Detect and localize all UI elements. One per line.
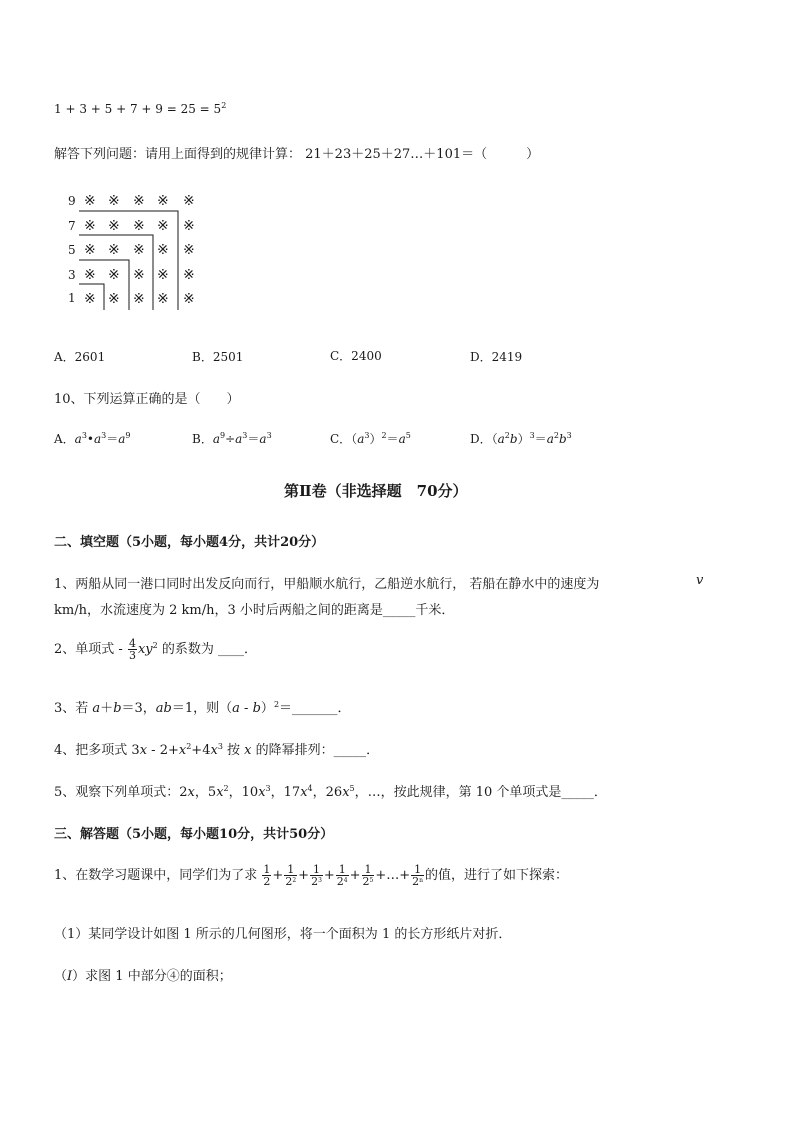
ellipsis: +…+ [375, 868, 411, 883]
section-title: 第Ⅱ卷（非选择题 70分） [284, 482, 468, 500]
numerator: 1 [287, 863, 295, 876]
q5-coef: 5 [207, 785, 217, 800]
exponent: 3 [101, 431, 107, 440]
fill-q2 [54, 638, 257, 661]
var-a: a [74, 432, 82, 446]
operator: ＝ [386, 432, 399, 446]
plus-sign: + [323, 868, 335, 883]
grid-cell: ※ [183, 193, 195, 209]
q3-eq1: ＝3， [121, 701, 156, 716]
odd-numbers-grid-figure [62, 188, 212, 318]
base: 2 [362, 875, 370, 888]
q4-mid2: +4 [191, 743, 211, 758]
option-label: C．（ [330, 432, 358, 446]
operator: - [239, 701, 253, 716]
fill-q1-text: 1、两船从同一港口同时出发反向而行，甲船顺水航行，乙船逆水航行， 若船在静水中的速度为 [54, 577, 600, 592]
grid-cell: ※ [157, 291, 169, 307]
q3-prefix: 3、若 [54, 701, 93, 716]
exponent: 2 [223, 784, 229, 793]
grid-cell: ※ [133, 218, 145, 234]
q2-prefix: 2、单项式 - [54, 642, 123, 657]
operator: ＝ [534, 432, 547, 446]
exponent: n [419, 877, 424, 884]
denominator [336, 875, 349, 887]
fill-section-heading: 二、填空题（5小题，每小题4分，共计20分） [54, 535, 325, 550]
exponent: 2 [273, 700, 280, 709]
var-x: x [244, 743, 252, 758]
exponent: 4 [307, 784, 313, 793]
grid-cell: ※ [84, 193, 96, 209]
grid-cell: ※ [108, 291, 120, 307]
plus-sign: + [272, 868, 284, 883]
exponent: 3 [364, 431, 370, 440]
paren-open: （ [54, 969, 68, 984]
q4-suffix: 的降幂排列：_____． [251, 743, 380, 758]
var-a: a [259, 432, 267, 446]
q4-mid1: - 2+ [147, 743, 179, 758]
fill-q4 [54, 739, 379, 758]
var-a: a [235, 432, 243, 446]
q10-option-b [192, 430, 272, 447]
var-ab: ab [155, 701, 172, 716]
q3-eq2: ＝1，则（ [171, 701, 233, 716]
operator: ＝ [106, 432, 119, 446]
row-label-9: 9 [68, 194, 76, 208]
grid-cell: ※ [108, 218, 120, 234]
option-label: D．（ [470, 432, 498, 446]
var-x: x [342, 785, 350, 800]
var-b: b [509, 432, 518, 446]
fraction [411, 864, 424, 887]
fraction [336, 864, 349, 887]
var-x: x [216, 785, 224, 800]
roman-numeral: I [67, 969, 73, 984]
grid-cell: ※ [183, 218, 195, 234]
exponent: 3 [217, 742, 223, 751]
numerator: 1 [312, 863, 320, 876]
operator: ＝ [247, 432, 260, 446]
var-a: a [94, 432, 102, 446]
grid-cell: ※ [157, 242, 169, 258]
grid-cell: ※ [157, 218, 169, 234]
q9-option-a: A．2601 [54, 350, 106, 364]
paren-close: ） [517, 432, 530, 446]
var-x: x [139, 743, 148, 758]
top-formula-exponent: 2 [221, 101, 227, 110]
solve-q1-part1-i [54, 965, 232, 984]
exponent: 5 [349, 784, 355, 793]
q2-numerator: 4 [128, 637, 136, 650]
exponent: 2 [186, 742, 192, 751]
var-a: a [232, 701, 240, 716]
grid-cell: ※ [133, 267, 145, 283]
var-a: a [357, 432, 365, 446]
q2-suffix: 的系数为 ____． [157, 642, 257, 657]
q5-coef: 26 [325, 785, 343, 800]
q4-mid3: 按 [222, 743, 245, 758]
q5-suffix: ，…，按此规律，第 10 个单项式是_____． [354, 785, 607, 800]
q9-option-b: B．2501 [192, 350, 244, 364]
fill-q1-line1 [54, 573, 599, 592]
paren-close: ） [260, 701, 274, 716]
grid-cell: ※ [157, 193, 169, 209]
exponent: 2 [553, 431, 559, 440]
numerator: 1 [338, 863, 346, 876]
solve-q1-suffix: 的值，进行了如下探索： [425, 868, 569, 883]
fraction [262, 864, 271, 887]
grid-cell: ※ [133, 193, 145, 209]
solve-section-heading: 三、解答题（5小题，每小题10分，共计50分） [54, 827, 334, 842]
row-label-1: 1 [68, 291, 76, 305]
fill-q5: 5、观察下列单项式：2x，$5x^2$，$10x^3$，$17x^4$，$26x^5$，…，按此规律，第 10 个单项式是_____． [54, 784, 607, 800]
fill-q3 [54, 697, 351, 716]
exponent: 3 [81, 431, 87, 440]
grid-row-labels [68, 194, 76, 305]
denominator [310, 875, 323, 887]
exponent: 9 [125, 431, 131, 440]
solve-q1-prefix: 1、在数学习题课中，同学们为了求 [54, 868, 258, 883]
q9-prompt: 解答下列问题：请用上面得到的规律计算： 21＋23＋25＋27…＋101＝（ ） [54, 147, 540, 162]
q5-prefix: 5、观察下列单项式：2 [54, 785, 188, 800]
numerator: 1 [414, 863, 422, 876]
exponent: 5 [405, 431, 411, 440]
base: 2 [311, 875, 319, 888]
denominator [284, 875, 297, 887]
q3-suffix: ＝_______． [279, 701, 351, 716]
grid-cell: ※ [84, 291, 96, 307]
denominator [362, 875, 375, 887]
var-a: a [118, 432, 126, 446]
paren-close: ） [369, 432, 382, 446]
operator: ＋ [100, 701, 114, 716]
part1-i-text: ）求图 1 中部分④的面积； [72, 969, 232, 984]
q10-option-a [54, 430, 131, 447]
q2-vars: xy [137, 642, 153, 657]
grid-cell: ※ [84, 218, 96, 234]
row-label-5: 5 [68, 243, 76, 257]
var-b: b [113, 701, 122, 716]
grid-cell: ※ [183, 267, 195, 283]
grid-cell: ※ [84, 267, 96, 283]
q2-denominator: 3 [128, 649, 136, 662]
q9-option-d: D．2419 [470, 350, 523, 364]
var-a: a [398, 432, 406, 446]
numerator: 1 [364, 863, 372, 876]
grid-cell: ※ [157, 267, 169, 283]
var-x: x [258, 785, 266, 800]
q5-coef: 10 [241, 785, 259, 800]
base: 2 [263, 875, 271, 888]
q10-option-c [330, 430, 411, 447]
top-formula [54, 102, 226, 116]
plus-sign: + [298, 868, 310, 883]
exponent: 3 [265, 784, 271, 793]
row-label-3: 3 [68, 268, 76, 282]
var-x: x [210, 743, 218, 758]
var-b: b [252, 701, 261, 716]
fill-q1-line2: km/h，水流速度为 2 km/h，3 小时后两船之间的距离是_____千米． [54, 603, 455, 618]
option-label: A． [54, 432, 75, 446]
top-formula-text: 1 + 3 + 5 + 7 + 9 = 25 = 5 [54, 102, 222, 116]
exponent: 4 [343, 877, 348, 884]
numerator: 1 [263, 863, 271, 876]
solve-q1-part1: （1）某同学设计如图 1 所示的几何图形，将一个面积为 1 的长方形纸片对折． [54, 927, 512, 942]
exponent: 3 [266, 431, 272, 440]
var-a: a [92, 701, 101, 716]
var-a: a [546, 432, 554, 446]
operator: • [86, 432, 94, 446]
fraction [362, 864, 375, 887]
exponent: 3 [566, 431, 572, 440]
base: 2 [285, 875, 293, 888]
base: 2 [336, 875, 344, 888]
var-x: x [187, 785, 195, 800]
grid-cell: ※ [183, 242, 195, 258]
q9-option-c: C．2400 [330, 349, 382, 363]
q2-fraction [128, 638, 137, 661]
var-x: x [178, 743, 187, 758]
exponent: 3 [242, 431, 248, 440]
option-label: B． [192, 432, 213, 446]
exponent: 2 [381, 431, 387, 440]
grid-cell: ※ [133, 291, 145, 307]
row-label-7: 7 [68, 219, 76, 233]
solve-q1 [54, 864, 568, 887]
var-b: b [558, 432, 567, 446]
grid-cell: ※ [108, 193, 120, 209]
fill-q1-var-v: v [696, 573, 704, 588]
base: 2 [412, 875, 420, 888]
exponent: 2 [504, 431, 510, 440]
exponent: 3 [318, 877, 322, 884]
var-a: a [497, 432, 505, 446]
plus-sign: + [349, 868, 361, 883]
exponent: 2 [152, 641, 158, 650]
grid-cell: ※ [108, 242, 120, 258]
grid-cell: ※ [108, 267, 120, 283]
q5-coef: 17 [283, 785, 301, 800]
exponent: 3 [529, 431, 535, 440]
q10-option-d [470, 430, 572, 447]
exponent: 2 [292, 877, 297, 884]
q4-prefix: 4、把多项式 3 [54, 743, 140, 758]
grid-cell: ※ [133, 242, 145, 258]
denominator [262, 875, 271, 887]
q10-prompt: 10、下列运算正确的是（ ） [54, 392, 240, 407]
denominator [411, 875, 424, 887]
exponent: 5 [369, 877, 374, 884]
operator: ÷ [225, 432, 236, 446]
exponent: 9 [219, 431, 226, 440]
var-x: x [300, 785, 308, 800]
fraction [310, 864, 323, 887]
grid-cell: ※ [84, 242, 96, 258]
var-a: a [212, 432, 220, 446]
grid-cell: ※ [183, 291, 195, 307]
fraction [284, 864, 297, 887]
